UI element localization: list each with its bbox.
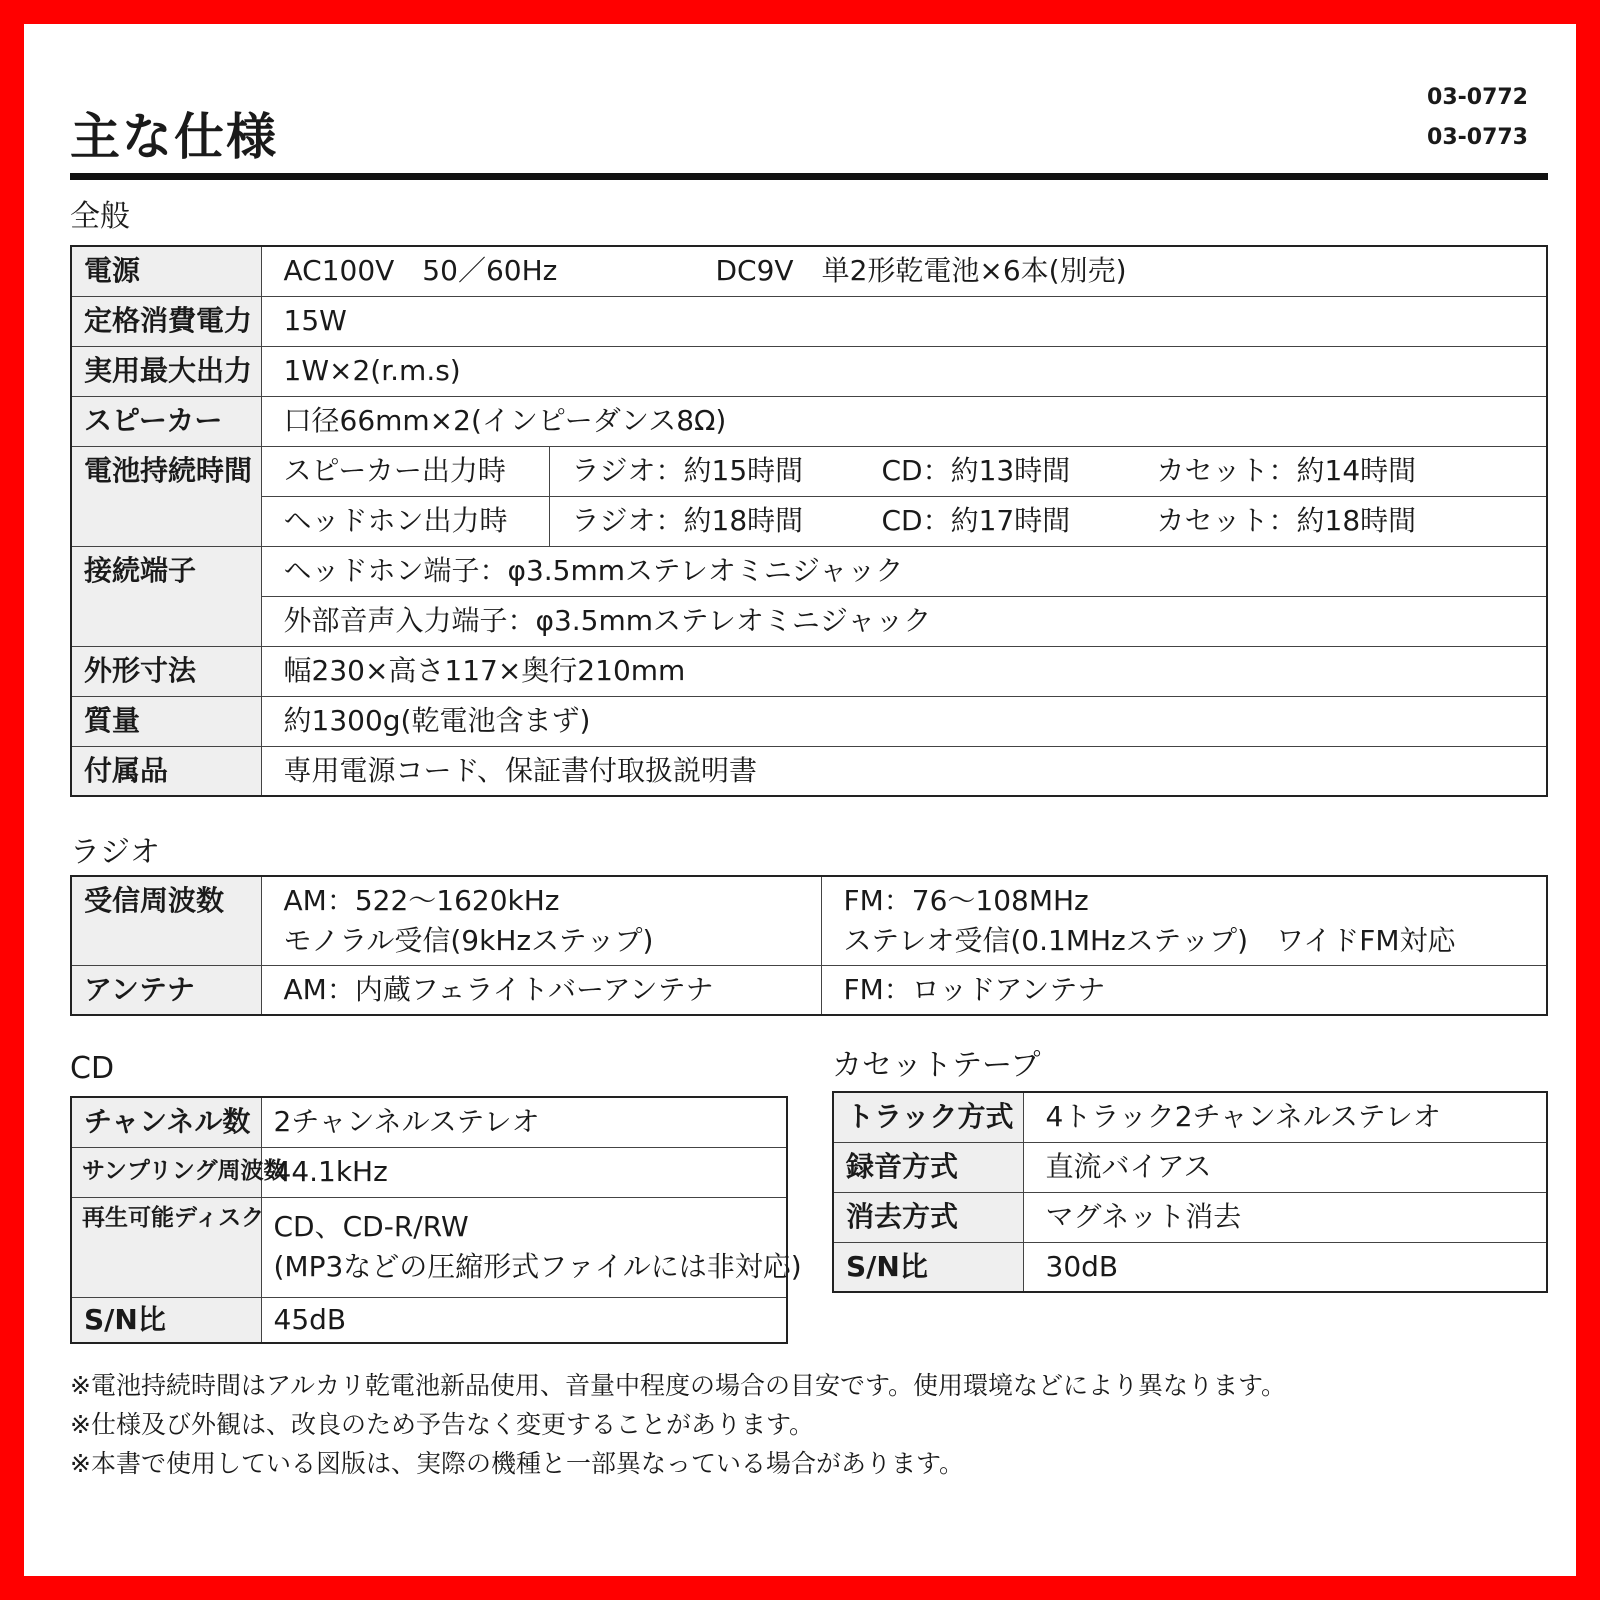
spec-label: 定格消費電力 [71,296,261,346]
model-code: 03-0772 [1427,85,1528,110]
fm-antenna: FM：ロッドアンテナ [821,965,1547,1015]
spec-value: 30dB [1023,1242,1547,1292]
general-section-title: 全般 [70,199,130,234]
table-row [71,546,1547,596]
table-row [71,496,1547,546]
spec-label: 付属品 [71,746,261,796]
page-title: 主な仕様 [70,108,278,166]
table-row [71,646,1547,696]
battery-cassette: カセット：約14時間 [1156,453,1417,487]
general-spec-table [70,245,1548,797]
disc-cell [261,1197,802,1297]
spec-value: 44.1kHz [261,1147,787,1197]
spec-value [261,246,1547,296]
cd-section-title: CD [70,1051,115,1086]
radio-section-title: ラジオ [70,835,160,870]
table-row [71,746,1547,796]
table-row [71,1197,787,1297]
battery-radio: ラジオ：約15時間 [571,453,804,487]
table-row [71,396,1547,446]
table-row [833,1092,1547,1142]
spec-value: 約1300g(乾電池含まず) [261,696,1547,746]
spec-label: 録音方式 [833,1142,1023,1192]
table-row [71,246,1547,296]
table-row [71,876,1547,965]
footnote: ※仕様及び外観は、改良のため予告なく変更することがあります。 [70,1410,814,1439]
model-code: 03-0773 [1427,125,1528,150]
power-ac: AC100V 50／60Hz [283,254,558,288]
spec-label: 実用最大出力 [71,346,261,396]
am-antenna: AM：内蔵フェライトバーアンテナ [261,965,821,1015]
spec-label: S/N比 [833,1242,1023,1292]
battery-times [549,496,1547,546]
spec-value: 4トラック2チャンネルステレオ [1023,1092,1547,1142]
spec-value: ヘッドホン端子：φ3.5mmステレオミニジャック [261,546,1547,596]
radio-spec-table [70,875,1548,1016]
table-row [71,596,1547,646]
model-codes [1427,78,1528,158]
spec-label: スピーカー [71,396,261,446]
table-row [71,1147,787,1197]
title-rule [70,173,1548,180]
footnote: ※本書で使用している図版は、実際の機種と一部異なっている場合があります。 [70,1449,964,1478]
spec-value: 15W [261,296,1547,346]
fm-frequency: FM：76～108MHz [843,883,1089,917]
am-frequency: AM：522～1620kHz [283,883,560,917]
table-row [71,446,1547,496]
fm-step: ステレオ受信(0.1MHzステップ) ワイドFM対応 [843,923,1456,957]
footnotes [70,1366,1286,1483]
spec-value: マグネット消去 [1023,1192,1547,1242]
table-row [71,696,1547,746]
power-dc: DC9V 単2形乾電池×6本(別売) [715,254,1127,288]
cd-spec-table [70,1096,802,1344]
battery-radio: ラジオ：約18時間 [571,503,804,537]
spec-value: 2チャンネルステレオ [261,1097,787,1147]
battery-mode: スピーカー出力時 [261,446,549,496]
spec-label: サンプリング周波数 [71,1147,261,1197]
cassette-section-title: カセットテープ [832,1048,1041,1083]
spec-label: トラック方式 [833,1092,1023,1142]
battery-mode: ヘッドホン出力時 [261,496,549,546]
spec-value: 専用電源コード、保証書付取扱説明書 [261,746,1547,796]
spec-value: 口径66mm×2(インピーダンス8Ω) [261,396,1547,446]
spec-label: 電池持続時間 [71,446,261,546]
spec-label: 消去方式 [833,1192,1023,1242]
spec-label: 電源 [71,246,261,296]
cassette-spec-table [832,1091,1548,1293]
am-frequency-cell [261,876,821,965]
footnote: ※電池持続時間はアルカリ乾電池新品使用、音量中程度の場合の目安です。使用環境などにより異なります。 [70,1371,1286,1400]
spec-label: 再生可能ディスク [71,1197,261,1297]
table-row [71,965,1547,1015]
spec-value: 直流バイアス [1023,1142,1547,1192]
spec-label: 外形寸法 [71,646,261,696]
table-row [833,1242,1547,1292]
table-row [833,1142,1547,1192]
battery-cd: CD：約13時間 [881,453,1071,487]
spec-value: 45dB [261,1297,787,1343]
battery-times [549,446,1547,496]
spec-value: 幅230×高さ117×奥行210mm [261,646,1547,696]
table-row [71,346,1547,396]
spec-label: 質量 [71,696,261,746]
fm-frequency-cell [821,876,1547,965]
spec-label: 接続端子 [71,546,261,646]
disc-types: CD、CD-R/RW [273,1210,469,1243]
spec-label: アンテナ [71,965,261,1015]
table-row [71,1297,787,1343]
spec-value: 1W×2(r.m.s) [261,346,1547,396]
spec-label: S/N比 [71,1297,261,1343]
spec-sheet [24,24,1576,1576]
table-row [71,1097,787,1147]
am-step: モノラル受信(9kHzステップ) [283,923,654,957]
spec-label: 受信周波数 [71,876,261,965]
spec-value: 外部音声入力端子：φ3.5mmステレオミニジャック [261,596,1547,646]
battery-cassette: カセット：約18時間 [1156,503,1417,537]
spec-label: チャンネル数 [71,1097,261,1147]
battery-cd: CD：約17時間 [881,503,1071,537]
disc-note: (MP3などの圧縮形式ファイルには非対応) [273,1250,802,1283]
table-row [71,296,1547,346]
table-row [833,1192,1547,1242]
